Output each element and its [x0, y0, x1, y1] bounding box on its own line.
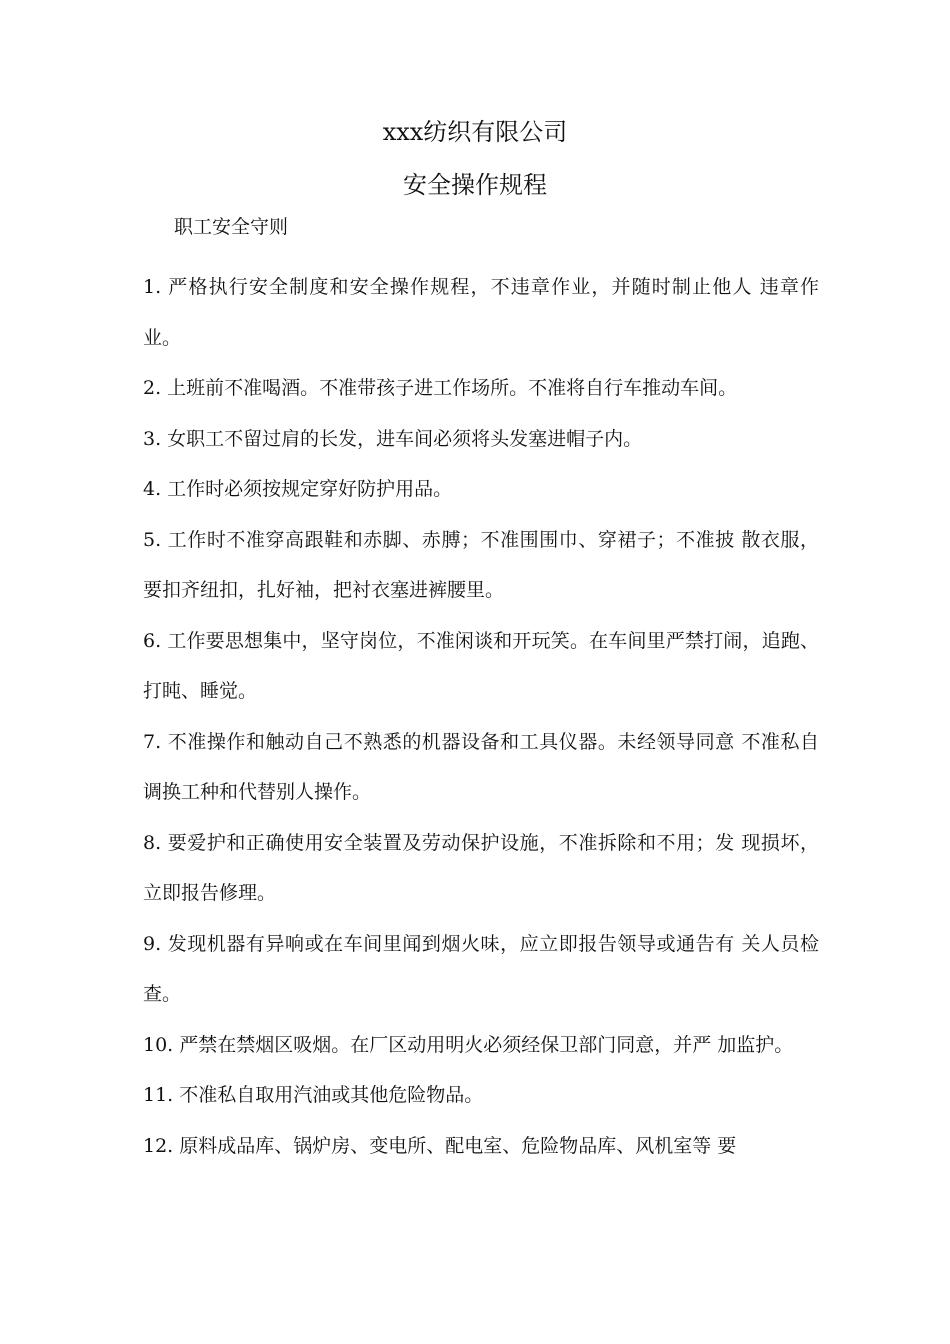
rule-item-9: 9. 发现机器有异响或在车间里闻到烟火味，应立即报告领导或通告有 关人员检查。 — [143, 932, 819, 1005]
rule-item-1: 1. 严格执行安全制度和安全操作规程，不违章作业，并随时制止他人 违章作业。 — [143, 276, 819, 349]
rule-item-5: 5. 工作时不准穿高跟鞋和赤脚、赤膊；不准围围巾、穿裙子；不准披 散衣服，要扣齐纽扣，扎好袖，把衬衣塞进裤腰里。 — [143, 528, 819, 601]
company-title: xxx纺织有限公司 — [382, 118, 568, 146]
rule-item-12: 12. 原料成品库、锅炉房、变电所、配电室、危险物品库、风机室等 要 — [143, 1134, 737, 1157]
rule-item-11: 11. 不准私自取用汽油或其他危险物品。 — [143, 1084, 484, 1106]
rule-item-6: 6. 工作要思想集中，坚守岗位，不准闲谈和开玩笑。在车间里严禁打闹，追跑、打盹、睡觉。 — [143, 629, 819, 702]
rule-item-7: 7. 不准操作和触动自己不熟悉的机器设备和工具仪器。未经领导同意 不准私自调换工种和代替别人操作。 — [143, 730, 819, 803]
rules-list — [143, 262, 819, 1171]
section-heading: 职工安全守则 — [174, 216, 289, 238]
rule-item-10: 10. 严禁在禁烟区吸烟。在厂区动用明火必须经保卫部门同意，并严 加监护。 — [143, 1033, 794, 1056]
rule-item-8: 8. 要爱护和正确使用安全装置及劳动保护设施，不准拆除和不用；发 现损坏，立即报告修理。 — [143, 831, 819, 904]
document-title: 安全操作规程 — [403, 171, 547, 199]
rule-item-2: 2. 上班前不准喝酒。不准带孩子进工作场所。不准将自行车推动车间。 — [143, 377, 738, 399]
rule-item-4: 4. 工作时必须按规定穿好防护用品。 — [143, 478, 453, 500]
rule-item-3: 3. 女职工不留过肩的长发，进车间必须将头发塞进帽子内。 — [143, 427, 643, 450]
